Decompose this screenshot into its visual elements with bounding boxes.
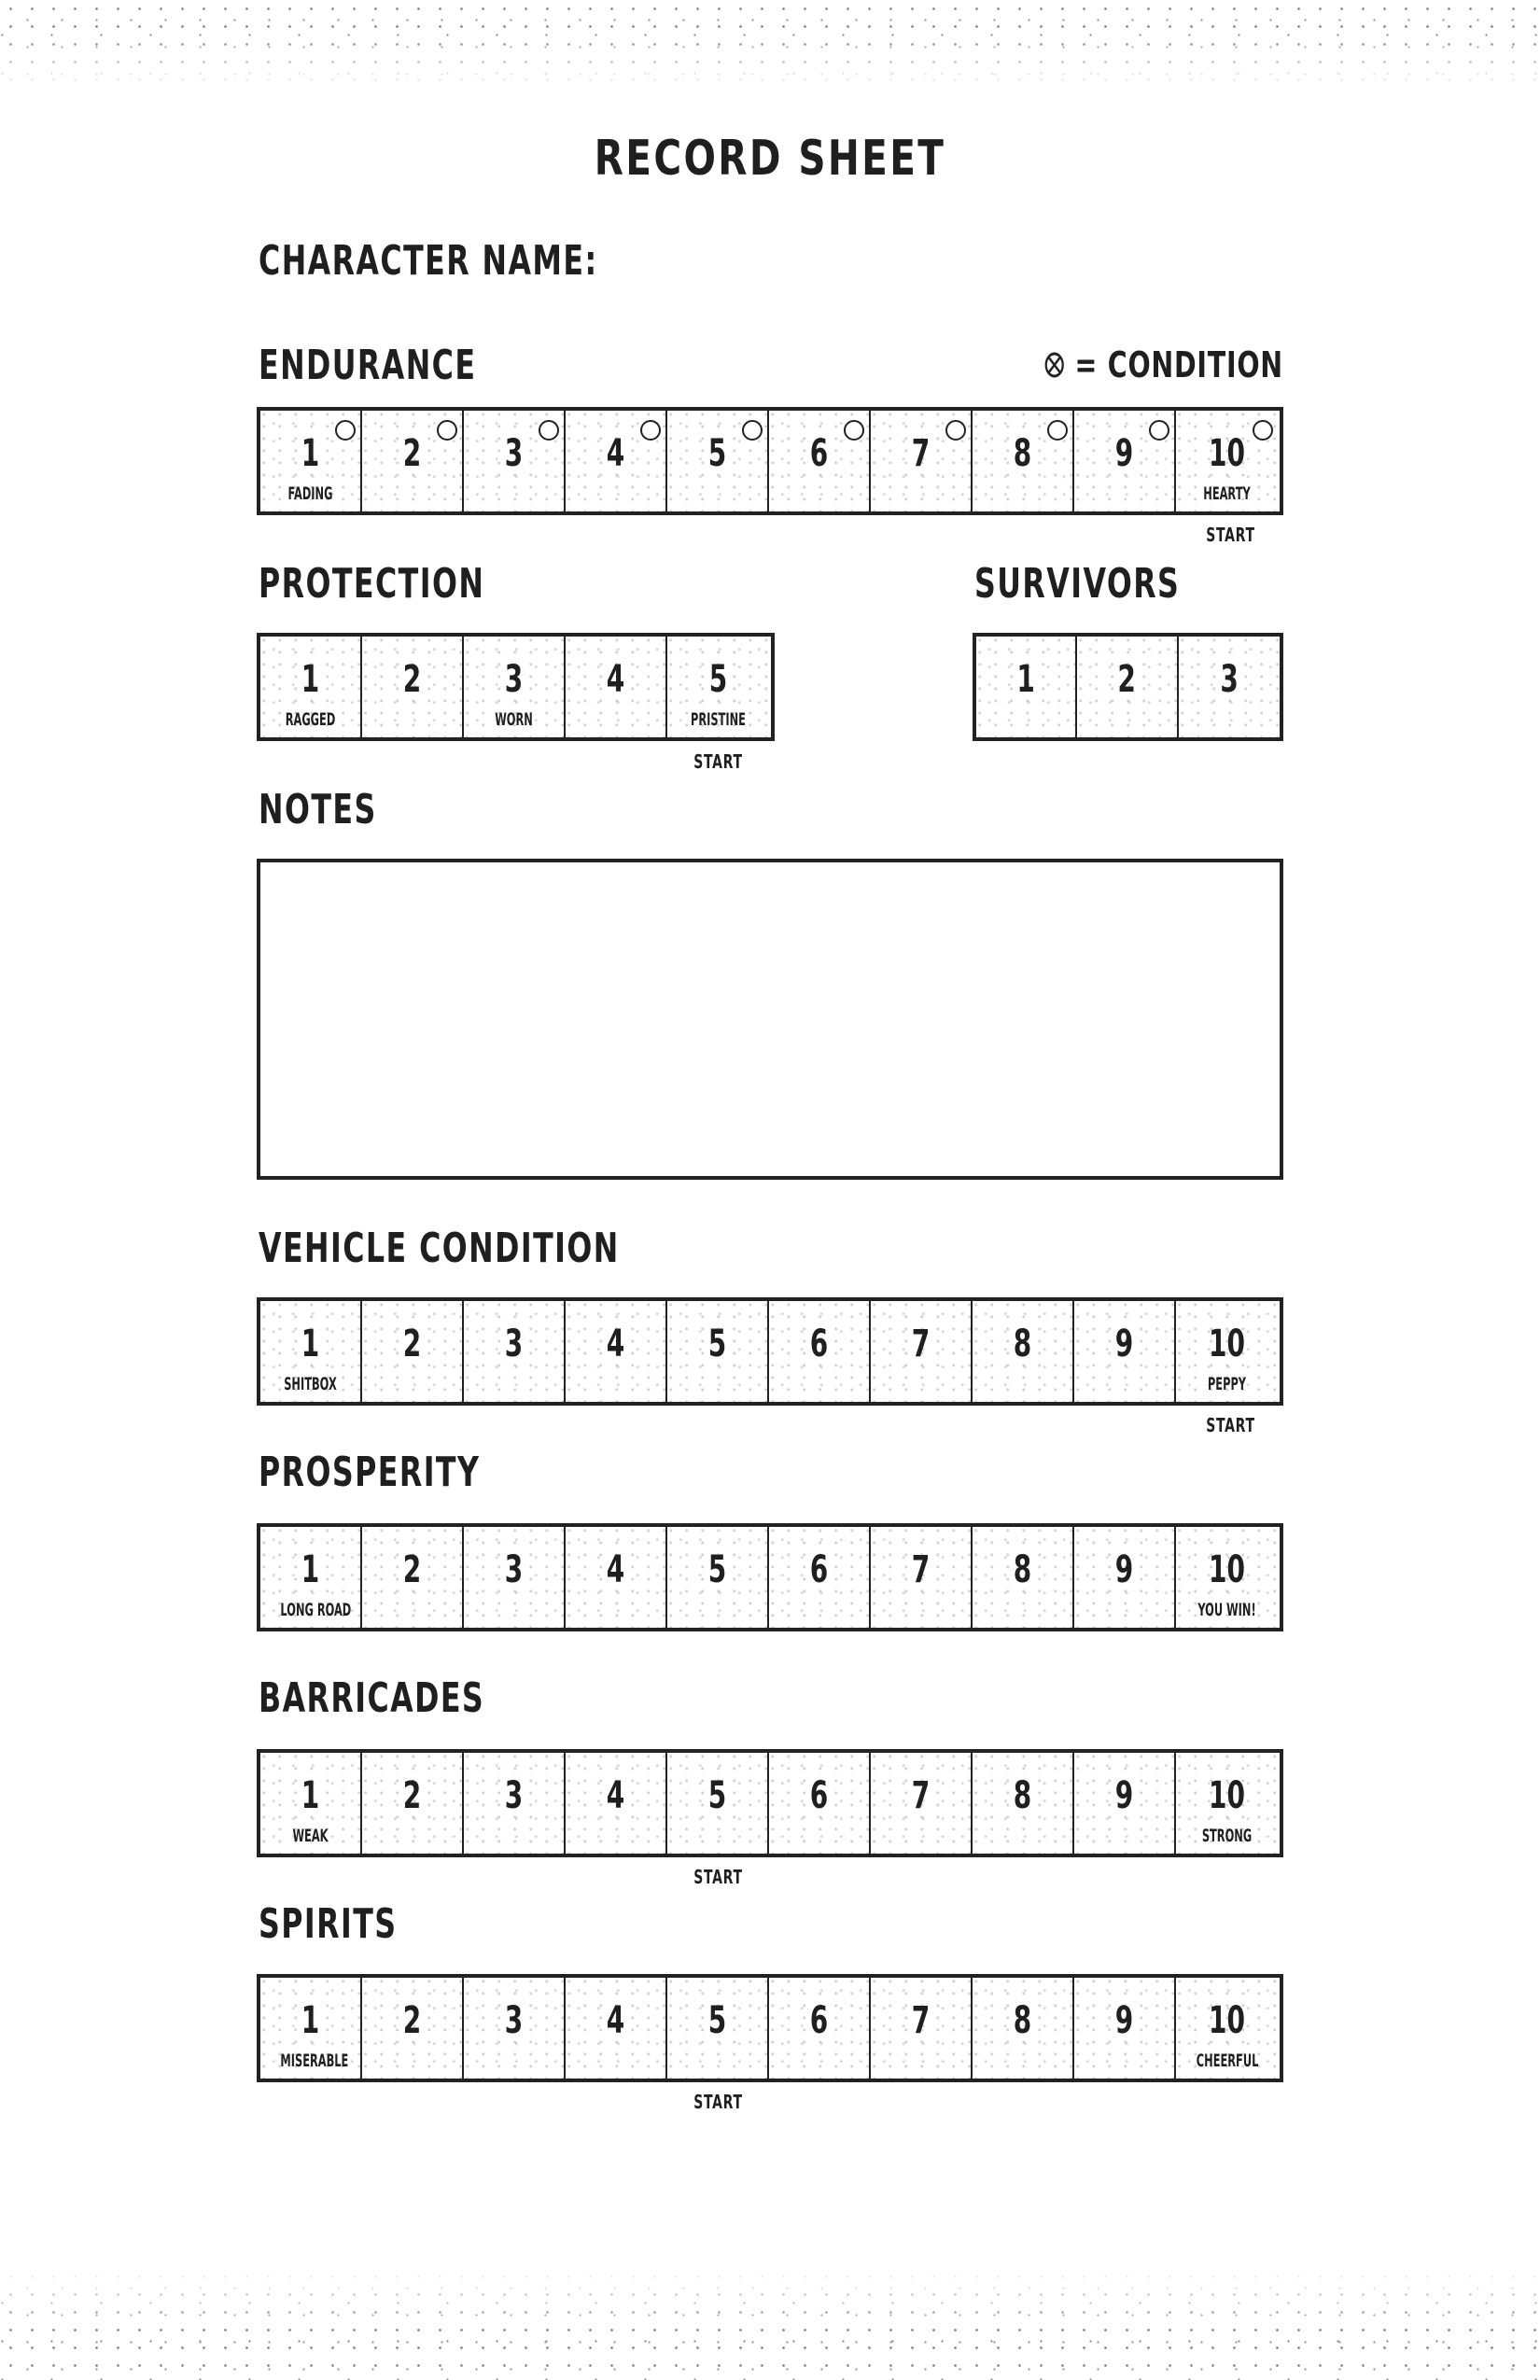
box-number: 3 <box>504 1774 524 1817</box>
barricades-box-10[interactable] <box>1176 1753 1278 1854</box>
box-number: 4 <box>606 432 625 475</box>
box-number: 3 <box>504 1548 524 1591</box>
box-number: 7 <box>911 1999 931 2042</box>
spirits-box-3[interactable] <box>464 1978 566 2079</box>
box-label-you-win: YOU WIN! <box>1197 1600 1256 1620</box>
box-number: 1 <box>301 1999 320 2042</box>
box-number: 8 <box>1013 1323 1032 1365</box>
box-number: 5 <box>707 1999 727 2042</box>
endurance-box-8[interactable] <box>973 411 1074 511</box>
box-number: 4 <box>606 658 625 701</box>
box-number: 8 <box>1013 432 1032 475</box>
box-number: 10 <box>1209 432 1245 475</box>
endurance-start-label: START <box>1206 524 1255 546</box>
spirits-box-8[interactable] <box>973 1978 1074 2079</box>
spirits-box-7[interactable] <box>871 1978 973 2079</box>
box-label-long-road: LONG ROAD <box>280 1600 352 1620</box>
endurance-heading: ENDURANCE <box>259 342 477 389</box>
speckle-border-bottom <box>0 2268 1540 2380</box>
box-number: 5 <box>707 432 727 475</box>
box-number: 6 <box>809 1323 829 1365</box>
legend-text: = CONDITION <box>1074 344 1283 385</box>
endurance-box-4[interactable] <box>566 411 667 511</box>
box-number: 5 <box>707 1323 727 1365</box>
endurance-box-10[interactable] <box>1176 411 1278 511</box>
prosperity-box-9[interactable] <box>1074 1527 1176 1628</box>
spirits-box-9[interactable] <box>1074 1978 1176 2079</box>
barricades-box-1[interactable] <box>260 1753 362 1854</box>
box-number: 6 <box>809 1774 829 1817</box>
box-number: 6 <box>809 432 829 475</box>
prosperity-box-10[interactable] <box>1176 1527 1278 1628</box>
barricades-box-8[interactable] <box>973 1753 1074 1854</box>
prosperity-box-1[interactable] <box>260 1527 362 1628</box>
prosperity-box-5[interactable] <box>667 1527 769 1628</box>
prosperity-box-4[interactable] <box>566 1527 667 1628</box>
barricades-box-5[interactable] <box>667 1753 769 1854</box>
box-label-weak: WEAK <box>292 1826 329 1846</box>
box-number: 1 <box>301 1774 320 1817</box>
vehicle-start-label: START <box>1206 1414 1255 1436</box>
prosperity-box-2[interactable] <box>362 1527 464 1628</box>
spirits-box-2[interactable] <box>362 1978 464 2079</box>
box-number: 2 <box>402 1774 422 1817</box>
box-label-ragged: RAGGED <box>285 709 336 730</box>
box-number: 3 <box>504 658 524 701</box>
box-label-worn: WORN <box>495 709 533 730</box>
protection-box-2[interactable] <box>362 637 464 737</box>
endurance-box-3[interactable] <box>464 411 566 511</box>
box-number: 9 <box>1114 1999 1134 2042</box>
spirits-box-10[interactable] <box>1176 1978 1278 2079</box>
character-name-label: CHARACTER NAME: <box>259 237 598 285</box>
box-number: 1 <box>301 1548 320 1591</box>
prosperity-track <box>257 1523 1283 1631</box>
box-number: 7 <box>911 1323 931 1365</box>
survivors-box-3[interactable] <box>1179 637 1280 737</box>
box-number: 6 <box>809 1548 829 1591</box>
barricades-track <box>257 1749 1283 1857</box>
vehicle-condition-heading: VEHICLE CONDITION <box>259 1225 620 1272</box>
barricades-box-2[interactable] <box>362 1753 464 1854</box>
survivors-box-1[interactable] <box>976 637 1077 737</box>
protection-box-4[interactable] <box>566 637 667 737</box>
box-label-shitbox: SHITBOX <box>284 1374 337 1394</box>
box-number: 9 <box>1114 1323 1134 1365</box>
box-number: 9 <box>1114 1774 1134 1817</box>
endurance-track <box>257 407 1283 515</box>
vehicle-box-5[interactable] <box>667 1301 769 1402</box>
barricades-box-7[interactable] <box>871 1753 973 1854</box>
box-number: 2 <box>402 1999 422 2042</box>
endurance-box-9[interactable] <box>1074 411 1176 511</box>
spirits-heading: SPIRITS <box>259 1900 398 1948</box>
box-number: 7 <box>911 432 931 475</box>
box-number: 2 <box>402 658 422 701</box>
box-label-fading: FADING <box>287 483 333 504</box>
box-number: 5 <box>708 658 728 701</box>
box-number: 10 <box>1209 1999 1245 2042</box>
vehicle-condition-track <box>257 1297 1283 1406</box>
survivors-box-2[interactable] <box>1077 637 1178 737</box>
barricades-box-6[interactable] <box>769 1753 871 1854</box>
vehicle-box-7[interactable] <box>871 1301 973 1402</box>
box-number: 3 <box>1220 658 1239 701</box>
speckle-border-top <box>0 0 1540 89</box>
box-label-hearty: HEARTY <box>1203 483 1251 504</box>
box-number: 10 <box>1209 1323 1245 1365</box>
box-number: 4 <box>606 1999 625 2042</box>
vehicle-box-3[interactable] <box>464 1301 566 1402</box>
box-number: 5 <box>707 1548 727 1591</box>
box-number: 7 <box>911 1548 931 1591</box>
barricades-box-4[interactable] <box>566 1753 667 1854</box>
condition-legend <box>1044 344 1283 385</box>
spirits-box-4[interactable] <box>566 1978 667 2079</box>
spirits-track <box>257 1974 1283 2082</box>
protection-track <box>257 633 775 741</box>
prosperity-box-8[interactable] <box>973 1527 1074 1628</box>
box-number: 10 <box>1209 1548 1245 1591</box>
box-number: 2 <box>402 1323 422 1365</box>
box-number: 10 <box>1209 1774 1245 1817</box>
survivors-heading: SURVIVORS <box>974 560 1181 608</box>
prosperity-box-7[interactable] <box>871 1527 973 1628</box>
box-label-peppy: PEPPY <box>1207 1374 1247 1394</box>
protection-box-5[interactable] <box>667 637 769 737</box>
barricades-heading: BARRICADES <box>259 1674 485 1722</box>
box-number: 1 <box>1016 658 1035 701</box>
box-number: 2 <box>402 432 422 475</box>
box-label-strong: STRONG <box>1201 1826 1253 1846</box>
spirits-box-5[interactable] <box>667 1978 769 2079</box>
box-number: 3 <box>504 1999 524 2042</box>
notes-heading: NOTES <box>259 786 377 833</box>
endurance-box-1[interactable] <box>260 411 362 511</box>
box-number: 8 <box>1013 1999 1032 2042</box>
box-label-cheerful: CHEERFUL <box>1196 2051 1259 2071</box>
protection-box-1[interactable] <box>260 637 362 737</box>
vehicle-box-4[interactable] <box>566 1301 667 1402</box>
barricades-box-3[interactable] <box>464 1753 566 1854</box>
box-number: 6 <box>809 1999 829 2042</box>
box-number: 7 <box>911 1774 931 1817</box>
box-label-miserable: MISERABLE <box>280 2051 349 2071</box>
protection-start-label: START <box>693 750 743 773</box>
barricades-box-9[interactable] <box>1074 1753 1176 1854</box>
prosperity-heading: PROSPERITY <box>259 1449 481 1496</box>
box-number: 5 <box>707 1774 727 1817</box>
box-number: 9 <box>1114 432 1134 475</box>
box-label-pristine: PRISTINE <box>691 709 746 730</box>
box-number: 9 <box>1114 1548 1134 1591</box>
protection-box-3[interactable] <box>464 637 566 737</box>
page-title: RECORD SHEET <box>594 131 946 187</box>
box-number: 4 <box>606 1323 625 1365</box>
box-number: 1 <box>301 658 320 701</box>
endurance-box-2[interactable] <box>362 411 464 511</box>
box-number: 1 <box>301 1323 320 1365</box>
box-number: 4 <box>606 1548 625 1591</box>
box-number: 3 <box>504 1323 524 1365</box>
box-number: 4 <box>606 1774 625 1817</box>
vehicle-box-9[interactable] <box>1074 1301 1176 1402</box>
notes-box[interactable] <box>257 859 1283 1180</box>
spirits-box-6[interactable] <box>769 1978 871 2079</box>
protection-heading: PROTECTION <box>259 560 485 608</box>
prosperity-box-3[interactable] <box>464 1527 566 1628</box>
box-number: 2 <box>1117 658 1137 701</box>
vehicle-box-10[interactable] <box>1176 1301 1278 1402</box>
vehicle-box-2[interactable] <box>362 1301 464 1402</box>
vehicle-box-1[interactable] <box>260 1301 362 1402</box>
box-number: 8 <box>1013 1548 1032 1591</box>
vehicle-box-8[interactable] <box>973 1301 1074 1402</box>
endurance-box-5[interactable] <box>667 411 769 511</box>
spirits-start-label: START <box>693 2091 743 2113</box>
spirits-box-1[interactable] <box>260 1978 362 2079</box>
box-number: 8 <box>1013 1774 1032 1817</box>
endurance-box-6[interactable] <box>769 411 871 511</box>
prosperity-box-6[interactable] <box>769 1527 871 1628</box>
box-number: 1 <box>301 432 320 475</box>
box-number: 3 <box>504 432 524 475</box>
box-number: 2 <box>402 1548 422 1591</box>
barricades-start-label: START <box>693 1866 743 1888</box>
endurance-box-7[interactable] <box>871 411 973 511</box>
vehicle-box-6[interactable] <box>769 1301 871 1402</box>
survivors-track <box>973 633 1283 741</box>
crossed-circle-icon <box>1044 351 1066 379</box>
